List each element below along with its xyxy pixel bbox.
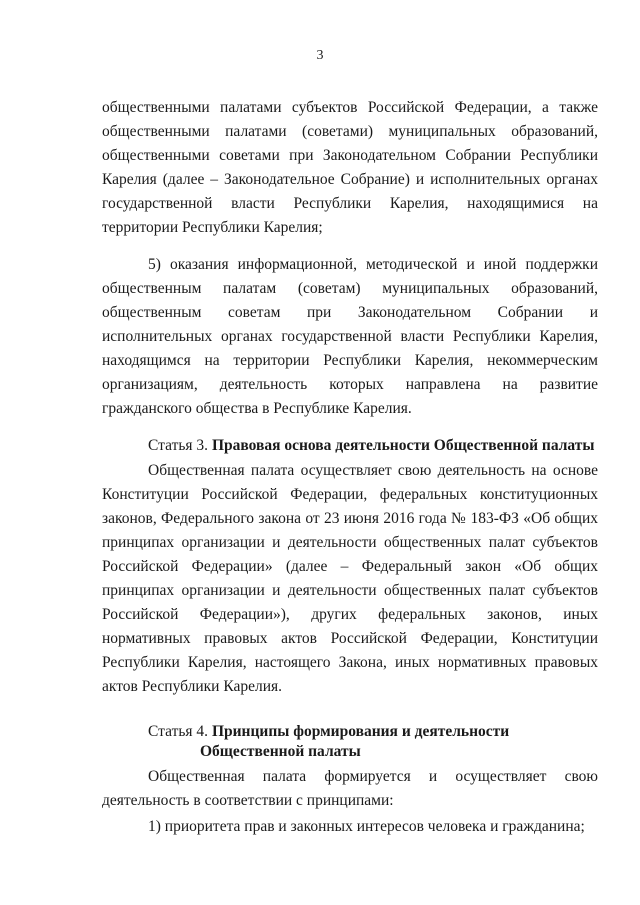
page-number: 3 [316, 48, 324, 63]
paragraph-item-5: 5) оказания информационной, методической и иной поддержки общественным палатам (советам) муниципальных образований, общественным советам при Законодательном Собрании и исполнительных органах государственной власти Республики Карелия, находящимся на территории Республики Карелия, некоммерческим организациям, деятельность которых направлена на развитие гражданского общества в Республике Карелия. [102, 256, 598, 417]
paragraph-article-3: Общественная палата осуществляет свою деятельность на основе Конституции Российской Федерации, федеральных конституционных законов, Федерального закона от 23 июня 2016 года № 183-ФЗ «Об общих принципах организации и деятельности общественных палат субъектов Российской Федерации» (далее – Федеральный закон «Об общих принципах организации и деятельности общественных палат субъектов Российской Федерации»), других федеральных законов, иных нормативных правовых актов Российской Федерации, Конституции Республики Карелия, настоящего Закона, иных нормативных правовых актов Республики Карелия. [102, 462, 598, 695]
article-3-heading [148, 436, 608, 456]
article-4-heading [148, 722, 608, 762]
article-3-title: Правовая основа деятельности Общественной палаты [211, 437, 595, 454]
paragraph-continuation: общественными палатами субъектов Российской Федерации, а также общественными палатами (советами) муниципальных образований, общественными советами при Законодательном Собрании Республики Карелия (далее – Законодательное Собрание) и исполнительных органах государственной власти Республики Карелия, находящимися на территории Республики Карелия; [102, 99, 598, 236]
article-3-prefix: Статья 3. [148, 437, 212, 454]
list-item-1: 1) приоритета прав и законных интересов человека и гражданина; [148, 818, 585, 835]
paragraph-article-4: Общественная палата формируется и осуществляет свою деятельность в соответствии с принципами: [102, 768, 598, 809]
article-4-prefix: Статья 4. [148, 723, 212, 740]
article-4-title-line1: Принципы формирования и деятельности [211, 723, 510, 740]
article-4-title-line2: Общественной палаты [200, 743, 361, 760]
